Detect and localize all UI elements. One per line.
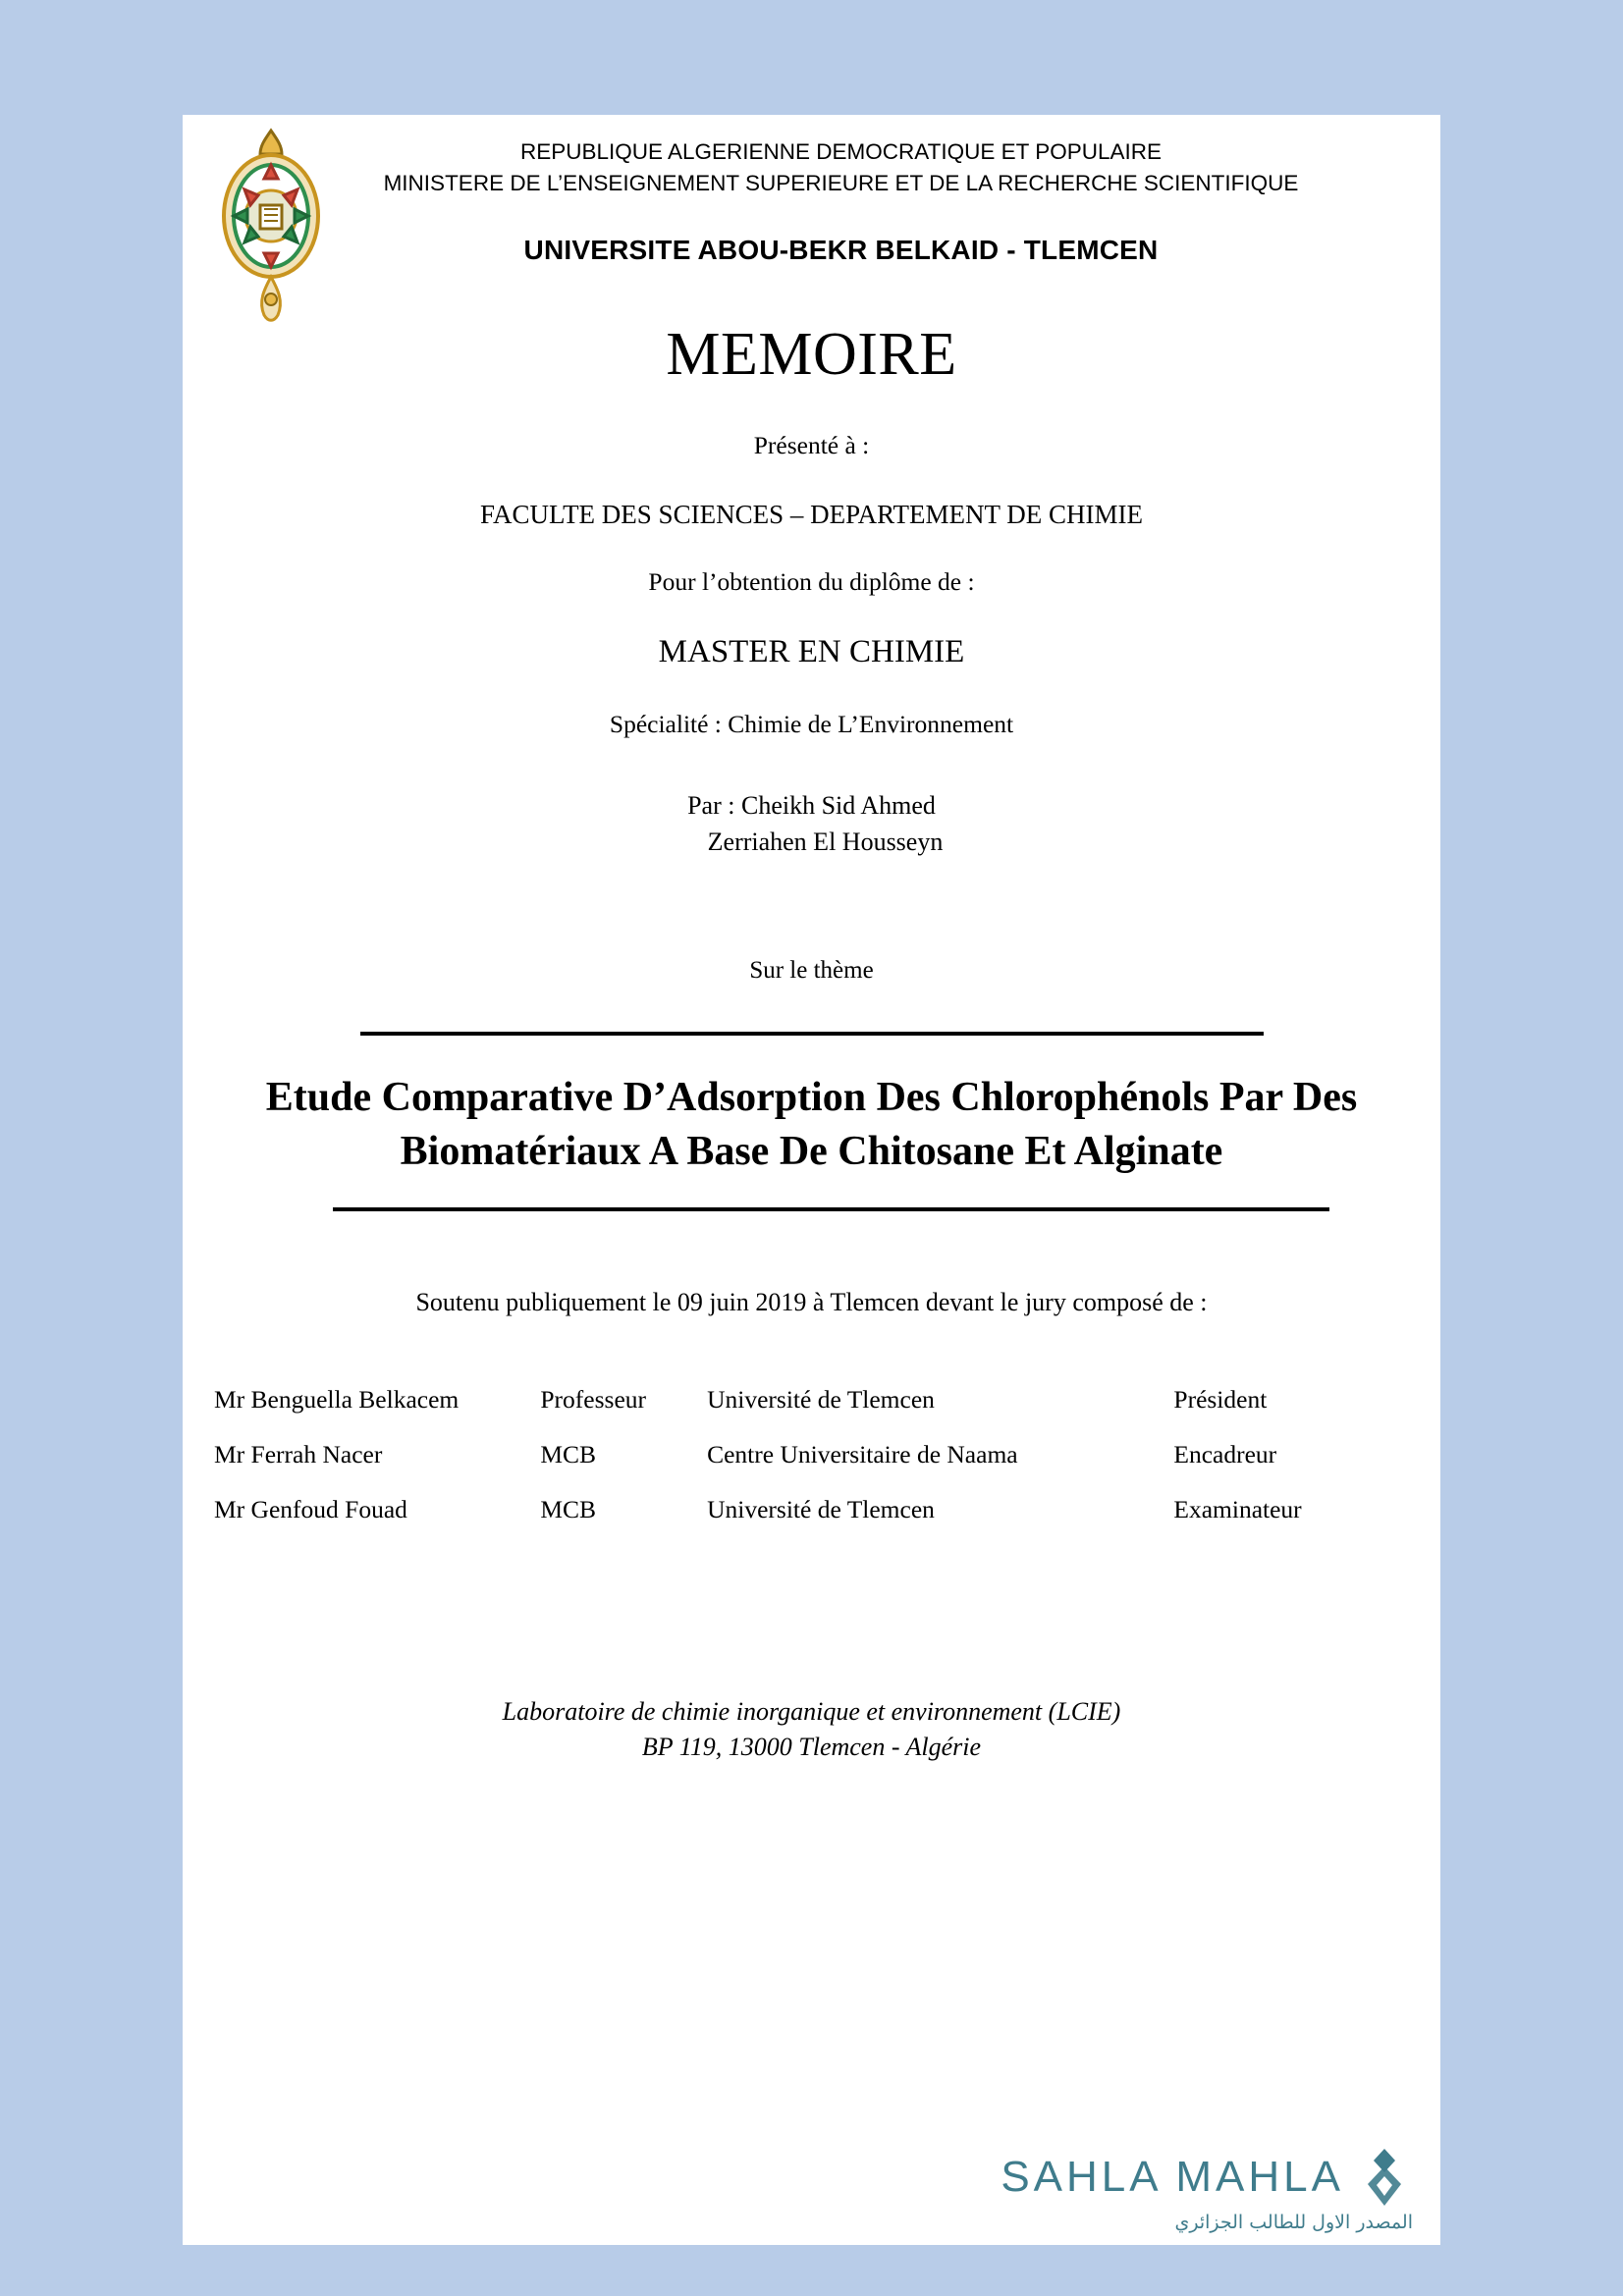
jury-member-institution: Centre Universitaire de Naama: [707, 1439, 1018, 1468]
jury-member-name: Mr Benguella Belkacem: [214, 1384, 460, 1414]
degree-label: Pour l’obtention du diplôme de :: [648, 566, 975, 596]
theme-label: Sur le thème: [749, 956, 874, 984]
defense-statement: Soutenu publiquement le 09 juin 2019 à Tlemcen devant le jury composé de :: [415, 1287, 1208, 1316]
title-rule-bottom: [333, 1207, 1329, 1211]
author-name-2: Zerriahen El Housseyn: [707, 827, 944, 856]
jury-member-institution: Université de Tlemcen: [707, 1384, 935, 1414]
document-page: [183, 115, 1440, 2245]
jury-member-grade: MCB: [540, 1439, 597, 1468]
author-line-1: [183, 788, 1440, 825]
jury-member-role: Encadreur: [1173, 1439, 1277, 1468]
author-name-1: Cheikh Sid Ahmed: [740, 790, 936, 820]
authors-block: [183, 788, 1440, 861]
sahla-mahla-logo-icon: [1356, 2147, 1413, 2208]
title-rule-top: [360, 1032, 1264, 1036]
thesis-title: Etude Comparative D’Adsorption Des Chlorophénols Par Des Biomatériaux A Base De Chitosane Et Alginate: [265, 1074, 1358, 1175]
jury-member-role: Président: [1173, 1384, 1268, 1414]
laboratory-block: [183, 1694, 1440, 1767]
header-line-republic: REPUBLIQUE ALGERIENNE DEMOCRATIQUE ET POPULAIRE: [519, 139, 1163, 164]
laboratory-address: BP 119, 13000 Tlemcen - Algérie: [641, 1733, 982, 1762]
algeria-university-emblem-icon: [217, 123, 325, 329]
header-university-name: UNIVERSITE ABOU-BEKR BELKAID - TLEMCEN: [523, 234, 1159, 265]
laboratory-name: Laboratoire de chimie inorganique et environnement (LCIE): [502, 1696, 1121, 1726]
jury-member-name: Mr Ferrah Nacer: [214, 1439, 383, 1468]
watermark: [951, 2147, 1413, 2233]
watermark-subtext: المصدر الاول للطالب الجزائري: [1174, 2212, 1413, 2233]
jury-member-role: Examinateur: [1173, 1494, 1302, 1523]
faculty-name: FACULTE DES SCIENCES – DEPARTEMENT DE CHIMIE: [480, 499, 1143, 529]
header-line-ministry: MINISTERE DE L’ENSEIGNEMENT SUPERIEURE ET DE LA RECHERCHE SCIENTIFIQUE: [383, 170, 1299, 195]
jury-member-name: Mr Genfoud Fouad: [214, 1494, 407, 1523]
jury-table: [183, 1372, 1440, 1537]
table-row: [183, 1372, 1440, 1427]
jury-member-grade: Professeur: [540, 1384, 647, 1414]
table-row: [183, 1482, 1440, 1537]
table-row: [183, 1427, 1440, 1482]
watermark-text: SAHLA MAHLA: [1001, 2153, 1344, 2201]
document-header: [183, 115, 1440, 266]
speciality: Spécialité : Chimie de L’Environnement: [609, 709, 1014, 738]
presented-label: Présenté à :: [753, 430, 870, 459]
authors-prefix: Par :: [687, 790, 741, 820]
degree-name: MASTER EN CHIMIE: [658, 633, 965, 669]
document-type-title: MEMOIRE: [666, 320, 957, 388]
jury-member-grade: MCB: [540, 1494, 597, 1523]
jury-member-institution: Université de Tlemcen: [707, 1494, 935, 1523]
header-ministry-lines: [183, 136, 1440, 199]
